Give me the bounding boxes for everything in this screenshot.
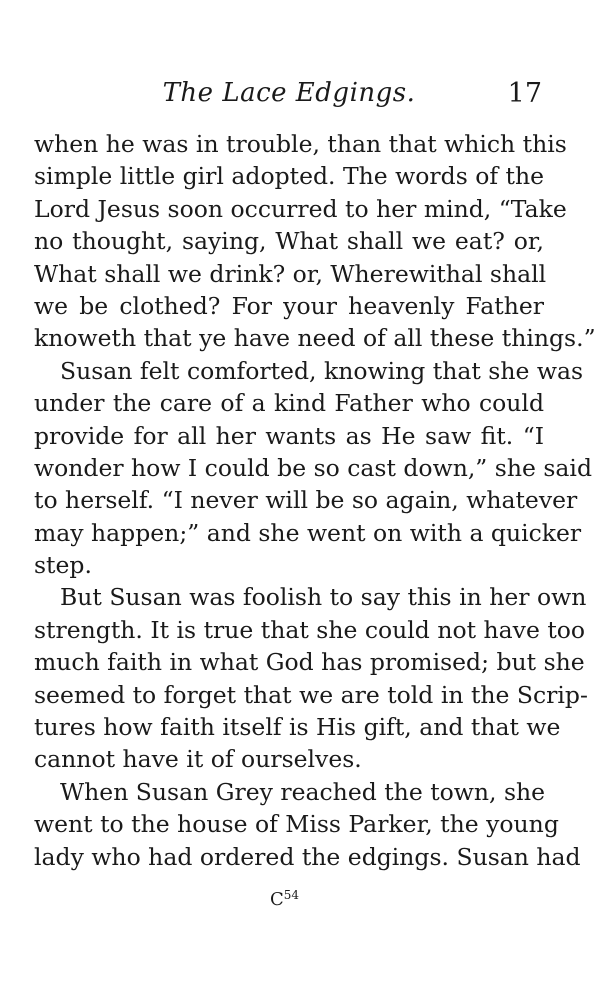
text-line: step.	[34, 551, 92, 580]
text-line: provide for all her wants as He saw fit. “I	[34, 421, 544, 450]
text-line: lady who had ordered the edgings. Susan had	[34, 842, 581, 871]
running-head	[34, 78, 544, 118]
text-line: to herself. “I never will be so again, whatever	[34, 486, 578, 515]
text-line: cannot have it of ourselves.	[34, 745, 362, 774]
text-line: went to the house of Miss Parker, the young	[34, 810, 559, 839]
page-number: 17	[507, 78, 542, 109]
text-line: wonder how I could be so cast down,” she said	[34, 453, 592, 482]
text-line: knoweth that ye have need of all these things.”	[34, 324, 596, 353]
text-line: when he was in trouble, than that which this	[34, 130, 567, 158]
text-line: no thought, saying, What shall we eat? or,	[34, 227, 544, 256]
text-line: tures how faith itself is His gift, and that we	[34, 713, 561, 742]
body-text	[34, 128, 596, 873]
text-line: may happen;” and she went on with a quicker	[34, 518, 582, 547]
text-line: under the care of a kind Father who could	[34, 389, 544, 418]
signature-number: 54	[283, 888, 300, 902]
text-line: What shall we drink? or, Wherewithal shall	[34, 259, 547, 288]
signature-letter: C	[270, 889, 284, 910]
running-title: The Lace Edgings.	[162, 78, 416, 108]
signature-mark	[270, 888, 299, 910]
text-line: we be clothed? For your heavenly Father	[34, 291, 544, 320]
text-line: simple little girl adopted. The words of the	[34, 162, 545, 191]
paragraph-start-line: When Susan Grey reached the town, she	[60, 777, 546, 806]
text-line: much faith in what God has promised; but she	[34, 648, 585, 677]
text-line: seemed to forget that we are told in the Scrip-	[34, 680, 588, 709]
text-line: Lord Jesus soon occurred to her mind, “Take	[34, 194, 567, 223]
text-line: strength. It is true that she could not have too	[34, 615, 586, 644]
paragraph-start-line: Susan felt comforted, knowing that she was	[60, 356, 584, 385]
paragraph-start-line: But Susan was foolish to say this in her own	[60, 583, 587, 612]
